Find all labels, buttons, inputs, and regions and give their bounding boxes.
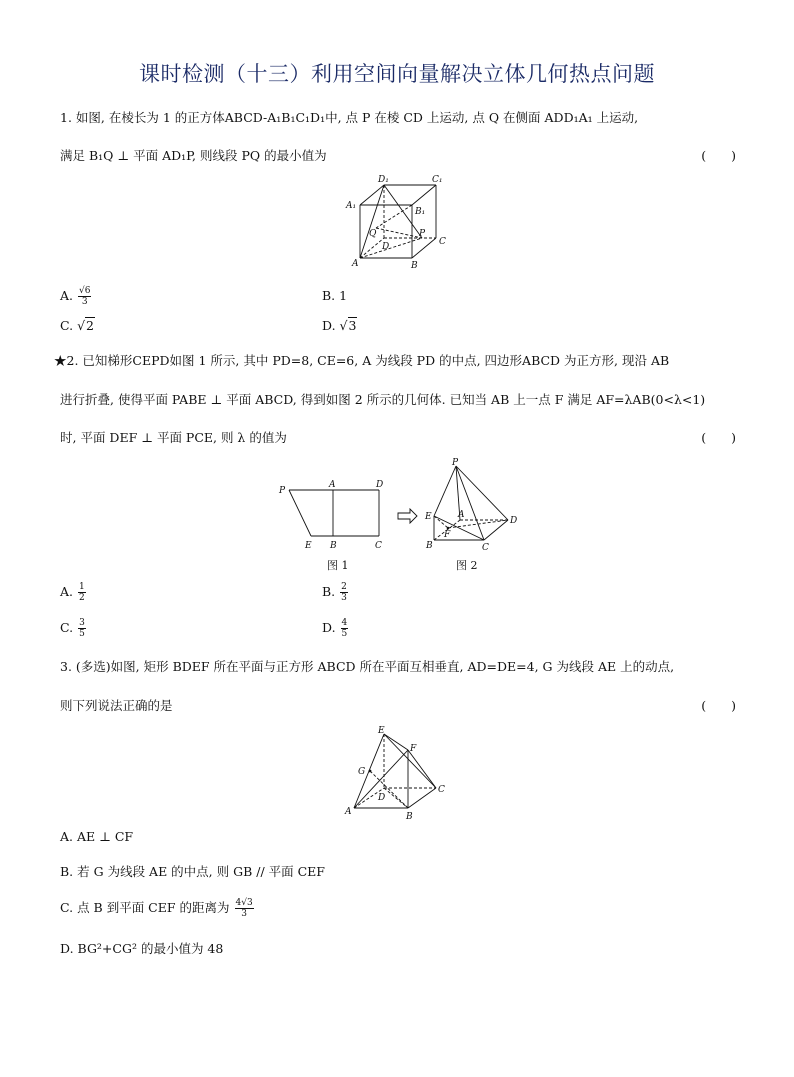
q2-option-d[interactable]: D. $\frac{4}{5}$ [322,618,348,639]
q1-option-b[interactable]: B. 1 [322,288,348,303]
q2-stem-line1: ★2. 已知梯形CEPD如图 1 所示, 其中 PD=8, CE=6, A 为线段 PD 的中点, 四边形ABCD 为正方形, 现沿 AB [54,353,670,368]
q2-fig1-label-A: A [329,480,336,490]
q2-fig1-label-P: P [279,486,286,496]
q1-cube-figure [340,170,460,270]
q3-stem-line1: 3. (多选)如图, 矩形 BDEF 所在平面与正方形 ABCD 所在平面互相垂直, AD=DE=4, G 为线段 AE 上的动点, [60,659,675,674]
q1-label-P: P [419,229,426,239]
q3-option-a[interactable]: A. AE ⊥ CF [60,829,134,844]
q1-option-a[interactable]: A. $\frac{√6}{3}$ [60,286,91,307]
q2-fig2-label-F: F [444,530,451,540]
q3-label-C: C [438,785,445,795]
q2-stem-line3: 时, 平面 DEF ⊥ 平面 PCE, 则 λ 的值为 [60,430,287,445]
q1-label-D: D [382,242,390,252]
q1-answer-paren: ( ) [701,148,736,163]
q3-answer-paren: ( ) [701,698,736,713]
q2-fig2-label-D: D [510,516,518,526]
q3-label-E: E [378,726,385,736]
page-title: 课时检测（十三）利用空间向量解决立体几何热点问题 [139,62,655,86]
q2-answer-paren: ( ) [701,430,736,445]
q2-fig1-label-C: C [375,541,382,551]
q1-stem-line2: 满足 B₁Q ⊥ 平面 AD₁P, 则线段 PQ 的最小值为 [60,148,327,163]
q2-figure-2 [422,456,522,556]
q3-stem-line2: 则下列说法正确的是 [60,698,173,713]
q1-stem-line1: 1. 如图, 在棱长为 1 的正方体ABCD-A₁B₁C₁D₁中, 点 P 在棱 CD 上运动, 点 Q 在侧面 ADD₁A₁ 上运动, [60,110,639,125]
q2-fig1-label-E: E [305,541,312,551]
q1-label-A1: A₁ [346,201,357,211]
q3-option-b[interactable]: B. 若 G 为线段 AE 的中点, 则 GB // 平面 CEF [60,864,325,879]
q3-label-A: A [345,807,352,817]
q1-label-B: B [411,261,418,270]
q1-label-Q: Q [369,229,377,239]
q1-option-c[interactable]: C. √ 2 [60,318,95,333]
q1-label-B1: B₁ [415,207,426,217]
q3-option-d[interactable]: D. BG²+CG² 的最小值为 48 [60,941,224,956]
q2-stem-line2: 进行折叠, 使得平面 PABE ⊥ 平面 ABCD, 得到如图 2 所示的几何体. 已知当 AB 上一点 F 满足 AF=λAB(0<λ<1) [60,392,706,407]
q2-figure-1 [275,476,395,556]
q2-fig2-label-A: A [458,510,465,520]
q2-figure-2-caption: 图 2 [456,559,478,572]
q2-option-a[interactable]: A. $\frac{1}{2}$ [60,582,85,603]
q3-label-G: G [358,767,366,777]
q3-label-D: D [378,793,386,803]
q3-label-F: F [410,744,417,754]
q2-figure-1-caption: 图 1 [327,559,349,572]
q1-option-d[interactable]: D. √ 3 [322,318,357,333]
q3-label-B: B [406,812,413,822]
q2-fig2-label-E: E [425,512,432,522]
q1-label-D1: D₁ [378,175,389,185]
q3-option-c[interactable]: C. 点 B 到平面 CEF 的距离为 $\frac{4√3}{3}$ [60,898,253,919]
q2-fig2-label-B: B [426,541,433,551]
q1-label-A: A [352,259,359,269]
q1-label-C: C [439,237,446,247]
q2-arrow-icon [396,506,420,526]
q1-label-C1: C₁ [432,175,443,185]
q2-fig1-label-D: D [376,480,384,490]
q3-figure [340,722,460,826]
q2-option-c[interactable]: C. $\frac{3}{5}$ [60,618,85,639]
q2-fig2-label-C: C [482,543,489,553]
q2-fig2-label-P: P [452,458,459,468]
q2-fig1-label-B: B [330,541,337,551]
q2-option-b[interactable]: B. $\frac{2}{3}$ [322,582,347,603]
